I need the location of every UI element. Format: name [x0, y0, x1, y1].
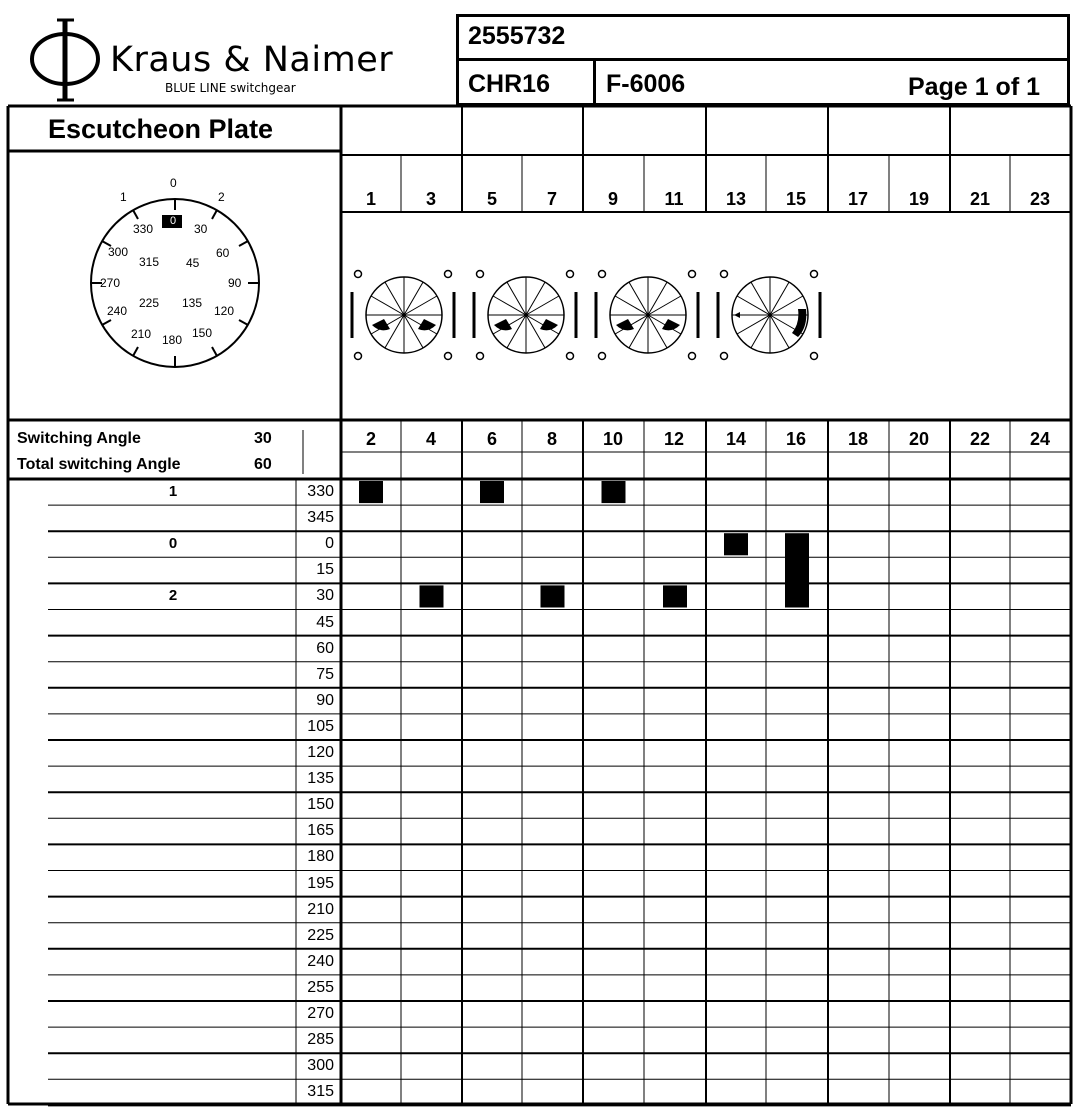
terminal-label-top: 9 — [607, 189, 618, 209]
terminal-label-bottom: 2 — [365, 429, 376, 449]
position-degree: 255 — [307, 978, 334, 996]
total-switching-angle-value: 60 — [254, 456, 272, 473]
terminal-label-top: 21 — [969, 189, 991, 209]
position-degree: 105 — [307, 717, 334, 735]
dial-angle-label: 330 — [133, 222, 154, 236]
contact-diagram-icon — [714, 268, 824, 368]
terminal-label-top: 17 — [847, 189, 869, 209]
terminal-label-bottom: 6 — [486, 429, 497, 449]
position-label: 2 — [168, 587, 178, 605]
dial-angle-label: 120 — [214, 304, 235, 318]
position-degree: 240 — [307, 952, 334, 970]
dial-angle-label: 150 — [192, 326, 213, 340]
position-degree: 285 — [307, 1031, 334, 1049]
dial-angle-label: 135 — [182, 296, 203, 310]
dial-angle-label: 315 — [139, 255, 160, 269]
position-degree: 270 — [307, 1005, 334, 1022]
position-label: 1 — [168, 483, 178, 500]
dial-angle-label: 45 — [186, 256, 200, 270]
position-degree: 345 — [307, 509, 334, 527]
drawing-number: F-6006 — [606, 70, 686, 98]
switching-angle-value: 30 — [254, 430, 272, 447]
document-number: 2555732 — [468, 22, 566, 50]
position-degree: 0 — [325, 535, 334, 553]
terminal-label-top: 1 — [365, 189, 376, 209]
position-degree: 135 — [307, 770, 334, 788]
dial-angle-label: 30 — [194, 222, 208, 236]
dial-angle-label: 225 — [139, 296, 160, 310]
dial-outer-label: 1 — [120, 190, 127, 204]
position-degree: 60 — [316, 639, 334, 657]
terminal-label-top: 19 — [908, 189, 930, 209]
position-degree: 300 — [307, 1057, 334, 1075]
dial-angle-label: 210 — [131, 327, 152, 341]
brand-name: Kraus & Naimer — [110, 40, 394, 80]
terminal-label-top: 23 — [1029, 189, 1051, 209]
terminal-label-top: 3 — [425, 189, 436, 209]
terminal-label-top: 15 — [785, 189, 807, 209]
dial-outer-label: 2 — [218, 190, 225, 204]
dial-angle-label: 60 — [216, 246, 230, 260]
terminal-label-top: 5 — [486, 189, 497, 209]
position-degree: 120 — [307, 744, 334, 761]
position-degree: 195 — [307, 874, 334, 892]
terminal-label-bottom: 24 — [1029, 429, 1051, 449]
dial-angle-label: 270 — [100, 276, 121, 290]
terminal-label-bottom: 14 — [725, 429, 747, 449]
position-degree: 180 — [307, 848, 334, 866]
terminal-label-bottom: 10 — [602, 429, 624, 449]
contact-diagram-icon — [470, 268, 580, 368]
position-label: 0 — [168, 535, 178, 553]
model-code: CHR16 — [468, 70, 550, 98]
terminal-label-bottom: 4 — [425, 429, 436, 449]
terminal-label-bottom: 12 — [663, 429, 685, 449]
position-degree: 45 — [316, 613, 334, 631]
terminal-label-bottom: 18 — [847, 429, 869, 449]
contact-diagram-icon — [348, 268, 458, 368]
escutcheon-title: Escutcheon Plate — [48, 114, 274, 144]
dial-angle-label: 90 — [228, 276, 242, 290]
closed-contact-block — [359, 481, 383, 503]
dial-angle-label: 180 — [162, 333, 183, 347]
position-degree: 150 — [307, 796, 334, 814]
dial-center-label: 0 — [170, 215, 177, 227]
page-indicator: Page 1 of 1 — [908, 73, 1040, 101]
terminal-label-bottom: 22 — [969, 429, 991, 449]
position-degree: 15 — [316, 561, 334, 579]
closed-contact-block — [785, 533, 809, 607]
closed-contact-block — [663, 585, 687, 607]
position-degree: 210 — [307, 900, 334, 918]
total-switching-angle-label: Total switching Angle — [17, 456, 181, 473]
switching-angle-label: Switching Angle — [17, 430, 141, 447]
terminal-label-top: 13 — [725, 189, 747, 209]
brand-tagline: BLUE LINE switchgear — [165, 81, 296, 95]
terminal-label-bottom: 16 — [785, 429, 807, 449]
terminal-label-top: 7 — [546, 189, 557, 209]
closed-contact-block — [724, 533, 748, 555]
terminal-label-bottom: 8 — [546, 429, 557, 449]
position-degree: 30 — [316, 587, 334, 605]
closed-contact-block — [480, 481, 504, 503]
position-degree: 75 — [316, 665, 334, 683]
terminal-label-bottom: 20 — [908, 429, 930, 449]
position-degree: 165 — [307, 822, 334, 840]
escutcheon-dial — [62, 170, 292, 390]
position-degree: 330 — [307, 483, 334, 500]
dial-angle-label: 300 — [108, 245, 129, 259]
contact-diagram-icon — [592, 268, 702, 368]
terminal-label-top: 11 — [664, 189, 684, 209]
closed-contact-block — [541, 585, 565, 607]
closed-contact-block — [602, 481, 626, 503]
position-degree: 315 — [307, 1083, 334, 1101]
position-degree: 90 — [316, 691, 334, 709]
closed-contact-block — [420, 585, 444, 607]
position-degree: 225 — [307, 926, 334, 944]
dial-outer-label: 0 — [170, 176, 177, 190]
dial-angle-label: 240 — [107, 304, 128, 318]
